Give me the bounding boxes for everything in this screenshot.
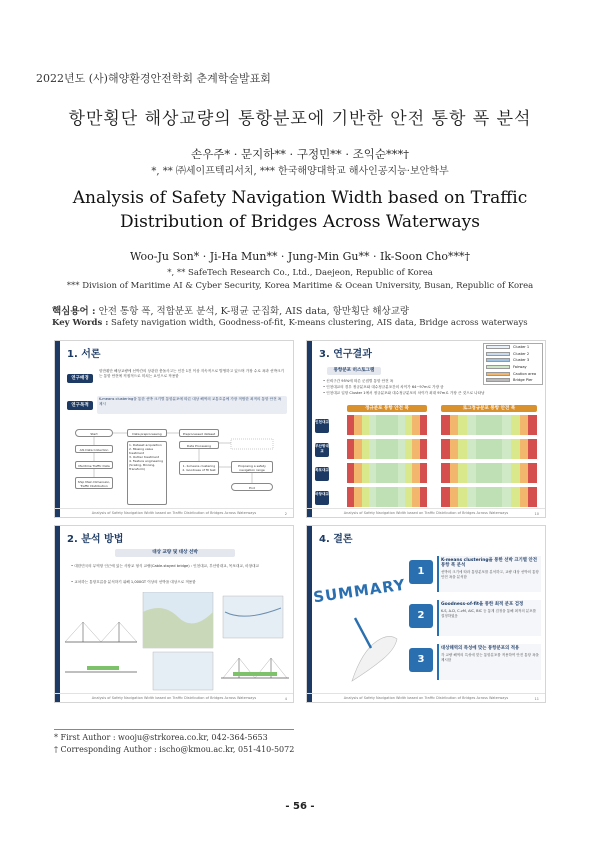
legend-entry <box>484 357 542 364</box>
histogram-band <box>502 415 511 435</box>
result-bullet-2: • 인천대교의 경우 정규분포와 대수정규분포간의 차이가 64~97m로 가장 큼 <box>323 385 444 389</box>
histogram-label: 통항분포 히스토그램 <box>327 367 381 375</box>
slide-footer: Analysis of Safety Navigation Width based on Traffic Distribution of Bridges Across Waterways <box>55 508 293 517</box>
flow-preprocessed-dataset: Preprocessed dataset <box>179 429 219 437</box>
flow-arrows <box>55 341 294 518</box>
histogram-band <box>369 415 376 435</box>
histogram-band <box>354 415 361 435</box>
histogram-band <box>520 487 529 507</box>
conclusion-item <box>437 644 541 680</box>
row-label: 인천대교 <box>315 419 329 433</box>
histogram-band <box>502 439 511 459</box>
histogram-band <box>502 487 511 507</box>
histogram-band <box>441 415 450 435</box>
histogram-band <box>476 487 502 507</box>
legend-label: Cluster 3 <box>513 358 530 363</box>
histogram-band <box>362 415 369 435</box>
conclusion-body: 선박의 크기에 따라 통항분포를 분석하고, 교량 대상 선박의 통항 안전 폭을 분석함 <box>441 570 539 579</box>
legend-swatch <box>486 372 510 376</box>
histogram-panel <box>347 415 427 435</box>
flow-maritime-traffic: Maritime Traffic Data <box>75 461 113 469</box>
histogram-band <box>511 463 520 483</box>
histogram-band <box>354 487 361 507</box>
histogram-panel <box>441 463 537 483</box>
flow-end: End <box>231 483 273 491</box>
legend-swatch <box>486 352 510 356</box>
affiliation-korean: *, ** ㈜세이프텍리서치, *** 한국해양대학교 해사인공지능·보안학부 <box>151 166 449 177</box>
histogram-band <box>467 463 476 483</box>
legend-entry <box>484 344 542 351</box>
footnote-divider <box>54 729 294 730</box>
flow-kmeans: 1. K-means clustering 2. Goodness of fit test <box>179 461 219 475</box>
hand-pen-illustration <box>347 606 407 686</box>
histogram-band <box>369 487 376 507</box>
flow-steps: 1. Dataset acquisition 2. Missing value treatment 3. Outlier treatment 4. Feature engineering (Scaling, Binning, Transform) <box>127 441 167 505</box>
conference-header: 2022년도 (사)해양환경안전학회 춘계학술발표회 <box>36 72 271 85</box>
legend-label: Bridge Pier <box>513 378 533 383</box>
histogram-band <box>405 415 412 435</box>
summary-word: SUMMARY <box>312 575 407 607</box>
slide-conclusion <box>306 525 546 703</box>
histogram-band <box>511 415 520 435</box>
histogram-band <box>520 415 529 435</box>
histogram-band <box>450 439 459 459</box>
slide-page: 11 <box>534 697 539 701</box>
histogram-band <box>528 415 537 435</box>
legend-label: Caution area <box>513 371 537 376</box>
histogram-band <box>405 463 412 483</box>
legend-swatch <box>486 358 510 362</box>
row-label: 마창대교 <box>315 491 329 505</box>
histogram-band <box>511 439 520 459</box>
method-bullet-1: • 대한민국의 무역항 인근에 있는 사장교 형식 교량(Cable-stayed bridge) : 인천대교, 부산항대교, 목포대교, 마창대교 <box>71 564 259 568</box>
flow-data-preprocessing: Data preprocessing <box>127 429 167 437</box>
conclusion-number: 3 <box>409 648 433 672</box>
legend-swatch <box>486 378 510 382</box>
histogram-band <box>412 415 419 435</box>
footnote-corresponding-author: † Corresponding Author : ischo@kmou.ac.kr, 051-410-5072 <box>54 745 295 754</box>
histogram-band <box>420 415 427 435</box>
legend-entry <box>484 364 542 371</box>
histogram-band <box>450 487 459 507</box>
legend-swatch <box>486 365 510 369</box>
purpose-text: K-means clustering을 통한 선박 크기별 통항분포에 따른 대상 해역의 교통흐름에 가장 적합한 최적의 통항 안전 폭 제시 <box>99 397 282 406</box>
slide-title: 1. 서론 <box>67 349 101 360</box>
slide-introduction <box>54 340 294 518</box>
histogram-band <box>398 463 405 483</box>
result-bullet-1: • 신뢰구간 95%에 따른 군집별 통항 안전 폭 <box>323 379 394 383</box>
histogram-band <box>354 463 361 483</box>
conclusion-number: 2 <box>409 604 433 628</box>
histogram-band <box>369 439 376 459</box>
keywords-korean: 핵심용어 : 안전 통항 폭, 적합분포 분석, K-평균 군집화, AIS data, 항만횡단 해상교량 <box>52 306 410 317</box>
histogram-band <box>450 463 459 483</box>
legend-entry <box>484 370 542 377</box>
result-bullet-3: • 인천대교 입항 Cluster 1에서 정규분포와 대수정규분포의 차이가 최대 97m로 가장 큰 것으로 나타남 <box>323 391 485 395</box>
title-english: Analysis of Safety Navigation Width based on Traffic Distribution of Bridges Across Waterways <box>72 188 528 232</box>
histogram-band <box>520 439 529 459</box>
histogram-band <box>458 415 467 435</box>
histogram-band <box>441 463 450 483</box>
header-normal: 정규분포 통항 안전 폭 <box>347 405 427 412</box>
affiliation-english-1: *, ** SafeTech Research Co., Ltd., Daejeon, Republic of Korea <box>167 268 433 278</box>
footnote-first-author: * First Author : wooju@strkorea.co.kr, 042-364-5653 <box>54 733 268 742</box>
conclusion-number: 1 <box>409 560 433 584</box>
header-lognormal: 로그정규분포 통항 안전 폭 <box>441 405 537 412</box>
authors-korean: 손우주* · 문지하** · 구정민** · 조익순***† <box>191 147 409 161</box>
affiliation-english-2: *** Division of Maritime AI & Cyber Security, Korea Maritime & Ocean University, Busan, Republic of Korea <box>66 281 534 291</box>
histogram-band <box>420 463 427 483</box>
page-number: - 56 - <box>285 801 315 812</box>
slide-footer: Analysis of Safety Navigation Width based on Traffic Distribution of Bridges Across Waterways <box>55 693 293 702</box>
slide-title: 2. 분석 방법 <box>67 534 124 545</box>
conclusion-heading: 대상해역의 특성에 맞는 통항분포의 적용 <box>441 646 520 651</box>
histogram-band <box>476 463 502 483</box>
row-label: 목포대교 <box>315 467 329 481</box>
histogram-panel <box>441 439 537 459</box>
slide-methods <box>54 525 294 703</box>
slide-page: 10 <box>534 512 539 516</box>
histogram-band <box>398 439 405 459</box>
histogram-band <box>405 487 412 507</box>
histogram-band <box>467 415 476 435</box>
legend-swatch <box>486 345 510 349</box>
title-korean: 항만횡단 해상교량의 통항분포에 기반한 안전 통항 폭 분석 <box>68 109 532 129</box>
histogram-band <box>511 487 520 507</box>
flow-start: Start <box>75 429 113 437</box>
histogram-band <box>458 487 467 507</box>
slide-title: 4. 결론 <box>319 534 353 545</box>
conclusion-heading: Goodness-of-fit을 통한 최적 분포 검정 <box>441 602 524 607</box>
histogram-band <box>405 439 412 459</box>
histogram-band <box>441 487 450 507</box>
histogram-band <box>520 463 529 483</box>
histogram-band <box>412 487 419 507</box>
slide-page: 4 <box>284 697 287 701</box>
target-label: 대상 교량 및 대상 선박 <box>115 549 235 557</box>
histogram-legend <box>483 343 543 385</box>
histogram-band <box>362 487 369 507</box>
histogram-band <box>420 439 427 459</box>
histogram-band <box>528 487 537 507</box>
bridge-map-figure <box>63 592 291 692</box>
legend-label: Cluster 1 <box>513 345 530 350</box>
histogram-band <box>376 487 398 507</box>
histogram-band <box>347 463 354 483</box>
tag-background: 연구배경 <box>67 374 93 383</box>
histogram-panel <box>441 487 537 507</box>
histogram-band <box>467 439 476 459</box>
histogram-band <box>420 487 427 507</box>
histogram-band <box>398 415 405 435</box>
histogram-band <box>347 415 354 435</box>
histogram-band <box>362 439 369 459</box>
slide-title: 3. 연구결과 <box>319 349 372 360</box>
histogram-band <box>458 439 467 459</box>
histogram-band <box>376 439 398 459</box>
histogram-band <box>502 463 511 483</box>
legend-entry <box>484 351 542 358</box>
histogram-band <box>354 439 361 459</box>
histogram-band <box>450 415 459 435</box>
histogram-band <box>376 415 398 435</box>
histogram-band <box>441 439 450 459</box>
authors-english: Woo-Ju Son* · Ji-Ha Mun** · Jung-Min Gu** · Ik-Soon Cho***† <box>129 250 471 263</box>
slide-footer: Analysis of Safety Navigation Width based on Traffic Distribution of Bridges Across Waterways <box>307 693 545 702</box>
histogram-band <box>347 487 354 507</box>
conclusion-body: K-S, A-D, C-vM, AIC, BIC 등 통계 검정을 통해 최적의 분포를 결정하였음 <box>441 609 537 618</box>
conclusion-body: 각 교량 해역의 특성에 맞는 통항분포를 적용하여 안전 통항 폭을 제시함 <box>441 653 539 662</box>
conclusion-item <box>437 600 541 636</box>
background-text: 항만횡단 해상교량에 선박간의 상관한 충돌사고는 인간 1건 이상 지속적으로 발생하고 있으며 가장 수로 폭과 선박크기는 통항 안전에 직접적으로 미치는 요인으로 작용함 <box>99 369 284 378</box>
histogram-band <box>528 463 537 483</box>
histogram-band <box>528 439 537 459</box>
histogram-panel <box>347 463 427 483</box>
histogram-panel <box>347 487 427 507</box>
flow-ais-collection: AIS Data Collection <box>75 445 113 453</box>
histogram-band <box>362 463 369 483</box>
flow-ship-dimension: Ship Main Dimension, Traffic Distribution <box>75 477 113 489</box>
flow-data-processing: Data Processing <box>179 441 219 449</box>
histogram-band <box>347 439 354 459</box>
keywords-english: Key Words : Safety navigation width, Goodness-of-fit, K-means clustering, AIS data, Bridge across waterways <box>52 318 528 328</box>
histogram-panel <box>347 439 427 459</box>
conclusion-item <box>437 556 541 592</box>
slide-page: 2 <box>284 512 287 516</box>
histogram-band <box>412 439 419 459</box>
histogram-band <box>467 487 476 507</box>
slide-footer: Analysis of Safety Navigation Width based on Traffic Distribution of Bridges Across Waterways <box>307 508 545 517</box>
method-bullet-2: • 교차하는 통항흐름을 분석하기 위해 1,000GT 이상의 선박을 대상으로 적용함 <box>71 580 196 584</box>
histogram-band <box>376 463 398 483</box>
tag-purpose: 연구목적 <box>67 401 93 410</box>
histogram-band <box>458 463 467 483</box>
histogram-band <box>369 463 376 483</box>
histogram-panel <box>441 415 537 435</box>
legend-entry <box>484 377 542 384</box>
histogram-band <box>398 487 405 507</box>
flow-proposing: Proposing a safety navigation range <box>231 461 273 473</box>
slide-results <box>306 340 546 518</box>
histogram-band <box>476 439 502 459</box>
conclusion-heading: K-means clustering을 통한 선박 크기별 안전 통항 폭 분석 <box>441 558 538 569</box>
row-label: 부산항대교 <box>315 443 329 457</box>
legend-label: Fairway <box>513 365 527 370</box>
legend-label: Cluster 2 <box>513 351 530 356</box>
histogram-band <box>412 463 419 483</box>
histogram-band <box>476 415 502 435</box>
